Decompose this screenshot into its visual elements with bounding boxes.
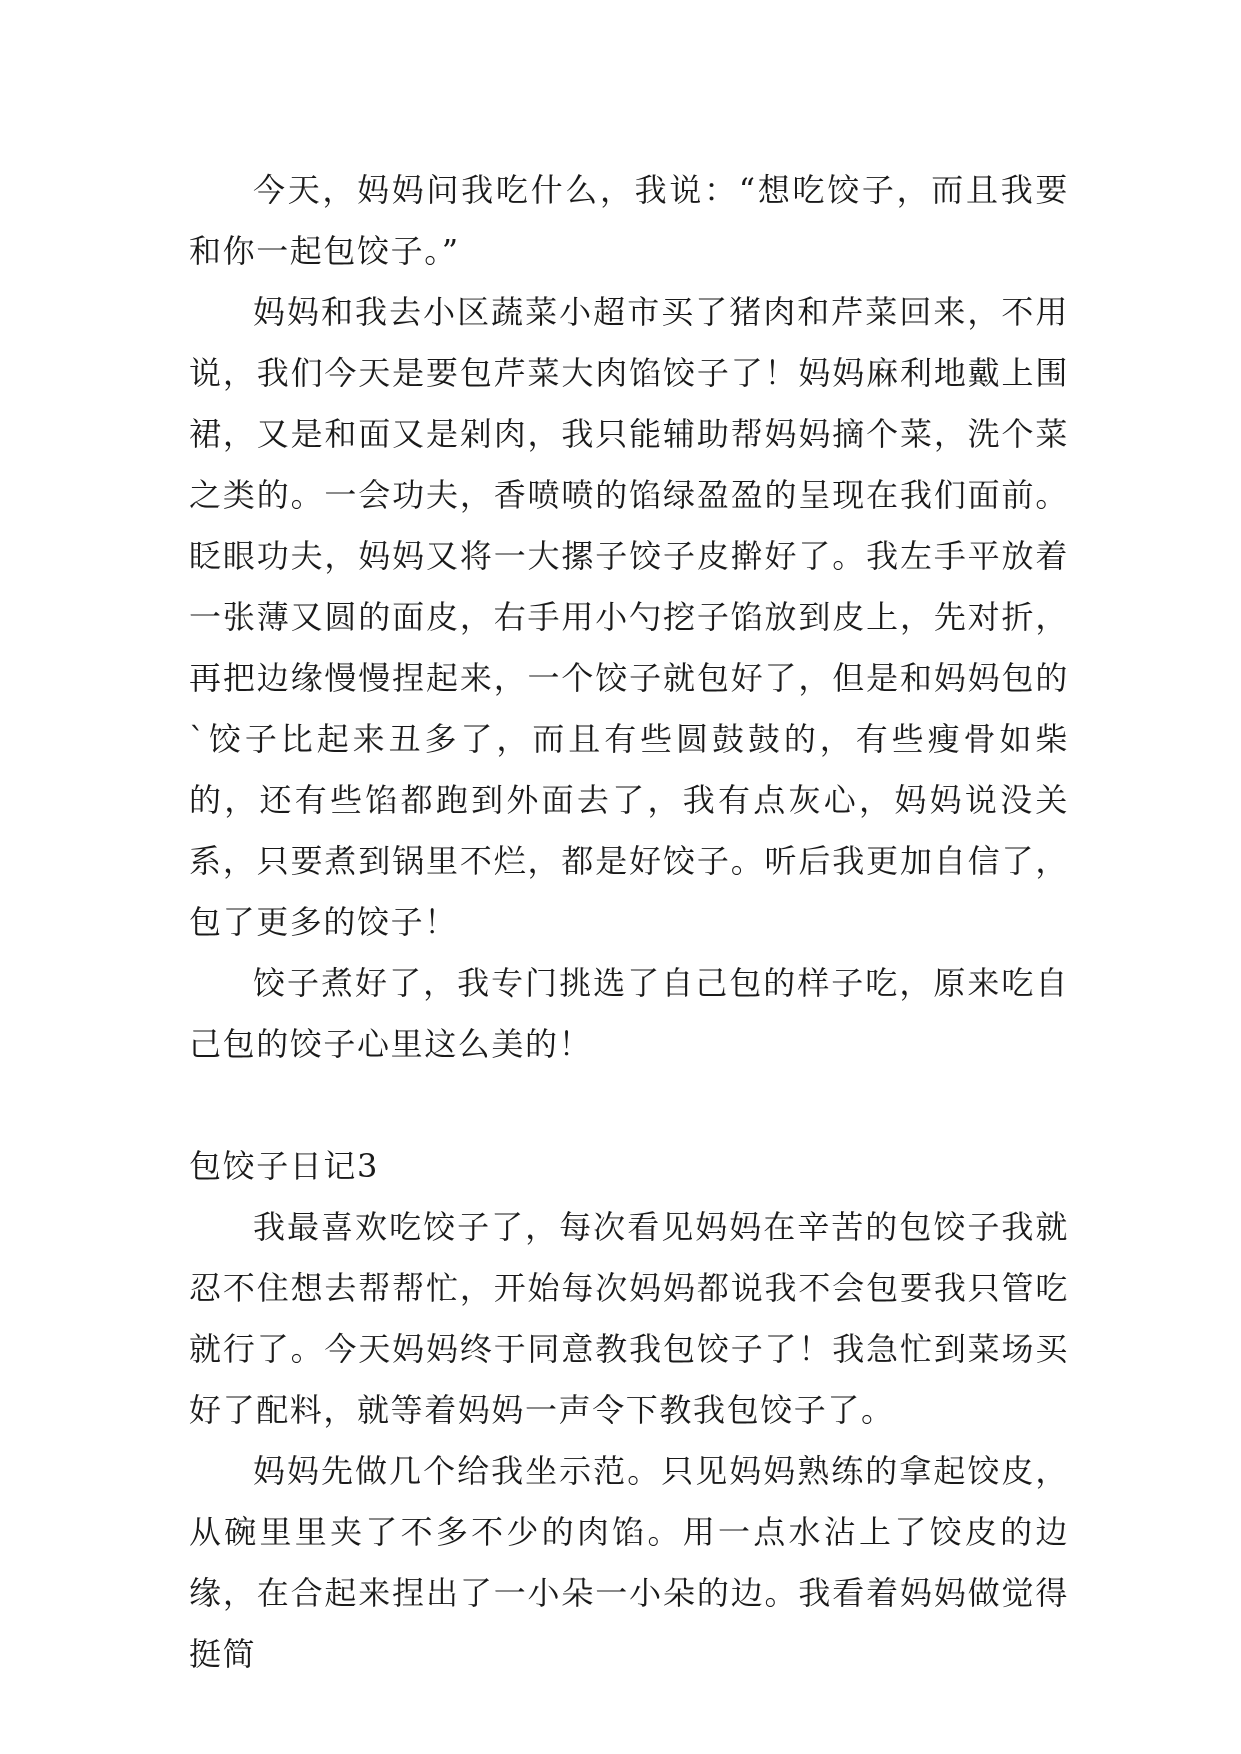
document-body bbox=[189, 160, 1069, 1685]
paragraph-1: 今天，妈妈问我吃什么，我说：“想吃饺子，而且我要和你一起包饺子。” bbox=[189, 171, 1069, 270]
paragraph-5: 妈妈先做几个给我坐示范。只见妈妈熟练的拿起饺皮，从碗里里夹了不多不少的肉馅。用一点水沾上了饺皮的边缘，在合起来捏出了一小朵一小朵的边。我看着妈妈做觉得挺简 bbox=[189, 1452, 1069, 1673]
section-gap bbox=[189, 1075, 1069, 1136]
paragraph-4: 我最喜欢吃饺子了，每次看见妈妈在辛苦的包饺子我就忍不住想去帮帮忙，开始每次妈妈都说我不会包要我只管吃就行了。今天妈妈终于同意教我包饺子了！我急忙到菜场买好了配料，就等着妈妈一声令下教我包饺子了。 bbox=[189, 1208, 1069, 1429]
paragraph-3: 饺子煮好了，我专门挑选了自己包的样子吃，原来吃自己包的饺子心里这么美的！ bbox=[189, 964, 1069, 1063]
section-title: 包饺子日记3 bbox=[189, 1147, 379, 1185]
paragraph-2: 妈妈和我去小区蔬菜小超市买了猪肉和芹菜回来，不用说，我们今天是要包芹菜大肉馅饺子了！妈妈麻利地戴上围裙，又是和面又是剁肉，我只能辅助帮妈妈摘个菜，洗个菜之类的。一会功夫，香喷喷的馅绿盈盈的呈现在我们面前。眨眼功夫，妈妈又将一大摞子饺子皮擀好了。我左手平放着一张薄又圆的面皮，右手用小勺挖子馅放到皮上，先对折，再把边缘慢慢捏起来，一个饺子就包好了，但是和妈妈包的`饺子比起来丑多了，而且有些圆鼓鼓的，有些瘦骨如柴的，还有些馅都跑到外面去了，我有点灰心，妈妈说没关系，只要煮到锅里不烂，都是好饺子。听后我更加自信了，包了更多的饺子！ bbox=[189, 293, 1069, 941]
